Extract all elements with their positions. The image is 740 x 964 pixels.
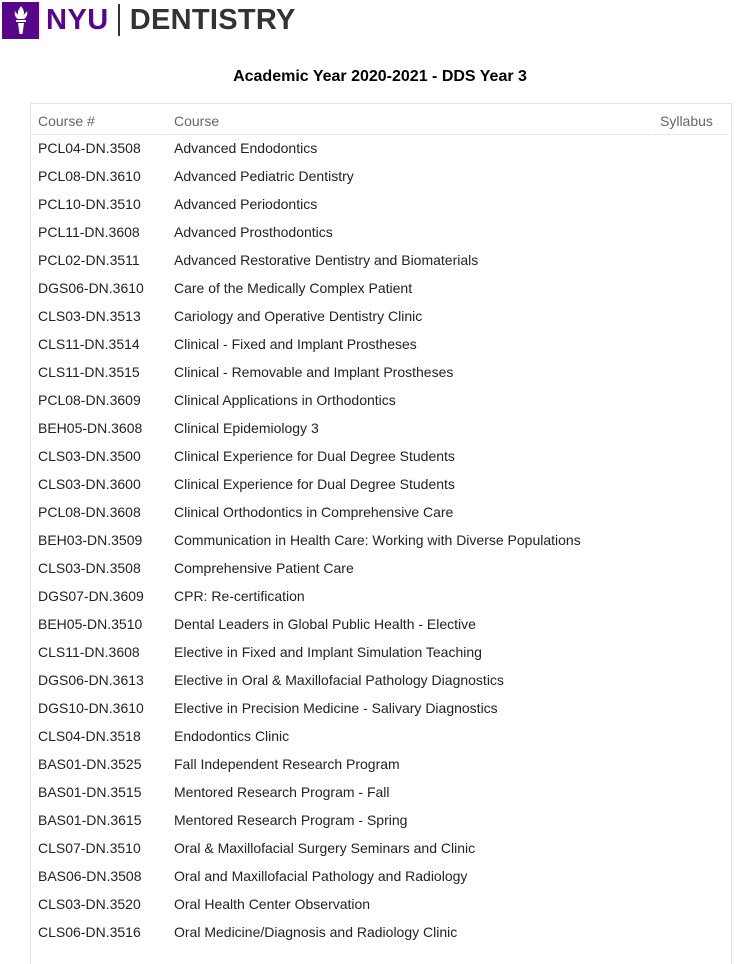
table-row — [31, 274, 731, 302]
table-row — [31, 666, 731, 694]
table-row — [31, 302, 731, 330]
course-code: DGS07-DN.3609 — [38, 588, 144, 604]
course-code: CLS07-DN.3510 — [38, 840, 141, 856]
course-name: Endodontics Clinic — [174, 728, 290, 744]
course-code: CLS03-DN.3500 — [38, 448, 141, 464]
table-row — [31, 190, 731, 218]
logo-nyu-text: NYU — [46, 4, 109, 36]
course-name: Advanced Periodontics — [174, 196, 318, 212]
course-name: CPR: Re-certification — [174, 588, 305, 604]
course-code: CLS11-DN.3515 — [38, 364, 140, 380]
table-row — [31, 862, 731, 890]
course-code: CLS03-DN.3520 — [38, 896, 141, 912]
table-row — [31, 442, 731, 470]
table-row — [31, 806, 731, 834]
course-code: PCL08-DN.3609 — [38, 392, 141, 408]
course-name: Clinical Applications in Orthodontics — [174, 392, 396, 408]
table-row — [31, 890, 731, 918]
course-code: BEH05-DN.3608 — [38, 420, 143, 436]
course-code: PCL08-DN.3610 — [38, 168, 141, 184]
course-name: Clinical Orthodontics in Comprehensive Care — [174, 504, 454, 520]
table-row — [31, 610, 731, 638]
table-row — [31, 834, 731, 862]
table-header — [31, 104, 731, 134]
course-name: Cariology and Operative Dentistry Clinic — [174, 308, 423, 324]
course-name: Clinical Experience for Dual Degree Students — [174, 448, 455, 464]
table-row — [31, 498, 731, 526]
table-row — [31, 554, 731, 582]
course-name: Communication in Health Care: Working with Diverse Populations — [174, 532, 581, 548]
course-code: CLS06-DN.3516 — [38, 924, 141, 940]
nyu-dentistry-logo[interactable] — [2, 1, 296, 39]
course-code: CLS03-DN.3600 — [38, 476, 141, 492]
course-code: DGS10-DN.3610 — [38, 700, 144, 716]
course-name: Oral and Maxillofacial Pathology and Radiology — [174, 868, 468, 884]
table-row — [31, 750, 731, 778]
course-name: Mentored Research Program - Fall — [174, 784, 390, 800]
course-name: Dental Leaders in Global Public Health - Elective — [174, 616, 476, 632]
course-name: Comprehensive Patient Care — [174, 560, 354, 576]
course-code: CLS03-DN.3513 — [38, 308, 141, 324]
course-name: Clinical Experience for Dual Degree Students — [174, 476, 455, 492]
course-name: Clinical - Removable and Implant Prostheses — [174, 364, 454, 380]
table-row — [31, 918, 731, 946]
table-row — [31, 778, 731, 806]
course-name: Advanced Prosthodontics — [174, 224, 333, 240]
course-code: DGS06-DN.3610 — [38, 280, 144, 296]
course-code: BAS06-DN.3508 — [38, 868, 142, 884]
course-code: PCL04-DN.3508 — [38, 140, 141, 156]
header-course-number[interactable]: Course # — [38, 113, 95, 129]
course-code: PCL11-DN.3608 — [38, 224, 140, 240]
course-name: Elective in Oral & Maxillofacial Pathology Diagnostics — [174, 672, 504, 688]
torch-icon — [2, 2, 39, 39]
course-name: Fall Independent Research Program — [174, 756, 400, 772]
course-name: Mentored Research Program - Spring — [174, 812, 408, 828]
table-row — [31, 722, 731, 750]
course-name: Oral Medicine/Diagnosis and Radiology Clinic — [174, 924, 458, 940]
table-row — [31, 386, 731, 414]
course-code: CLS03-DN.3508 — [38, 560, 141, 576]
course-code: CLS11-DN.3514 — [38, 336, 140, 352]
course-name: Care of the Medically Complex Patient — [174, 280, 413, 296]
course-name: Advanced Pediatric Dentistry — [174, 168, 354, 184]
table-row — [31, 162, 731, 190]
course-code: PCL08-DN.3608 — [38, 504, 141, 520]
course-name: Clinical Epidemiology 3 — [174, 420, 319, 436]
header-syllabus[interactable]: Syllabus — [660, 113, 713, 129]
course-code: CLS11-DN.3608 — [38, 644, 140, 660]
table-row — [31, 526, 731, 554]
course-name: Oral & Maxillofacial Surgery Seminars and Clinic — [174, 840, 476, 856]
course-name: Advanced Restorative Dentistry and Biomaterials — [174, 252, 479, 268]
table-row — [31, 134, 731, 162]
course-name: Clinical - Fixed and Implant Prostheses — [174, 336, 417, 352]
logo-dentistry-text: DENTISTRY — [129, 4, 296, 36]
table-row — [31, 694, 731, 722]
table-row — [31, 218, 731, 246]
table-row — [31, 582, 731, 610]
header-course[interactable]: Course — [174, 113, 220, 129]
course-code: BAS01-DN.3515 — [38, 784, 142, 800]
table-row — [31, 246, 731, 274]
table-row — [31, 638, 731, 666]
course-code: BEH03-DN.3509 — [38, 532, 143, 548]
course-code: CLS04-DN.3518 — [38, 728, 141, 744]
course-code: BAS01-DN.3525 — [38, 756, 142, 772]
course-table — [30, 103, 732, 964]
course-name: Elective in Fixed and Implant Simulation Teaching — [174, 644, 482, 660]
table-row — [31, 358, 731, 386]
table-row — [31, 414, 731, 442]
table-row — [31, 330, 731, 358]
course-code: DGS06-DN.3613 — [38, 672, 144, 688]
table-row — [31, 470, 731, 498]
course-code: PCL02-DN.3511 — [38, 252, 140, 268]
course-name: Oral Health Center Observation — [174, 896, 371, 912]
logo-divider — [118, 4, 120, 36]
course-code: PCL10-DN.3510 — [38, 196, 141, 212]
course-code: BEH05-DN.3510 — [38, 616, 143, 632]
course-code: BAS01-DN.3615 — [38, 812, 142, 828]
course-name: Elective in Precision Medicine - Salivary Diagnostics — [174, 700, 498, 716]
course-name: Advanced Endodontics — [174, 140, 318, 156]
page-title: Academic Year 2020-2021 - DDS Year 3 — [233, 68, 527, 85]
